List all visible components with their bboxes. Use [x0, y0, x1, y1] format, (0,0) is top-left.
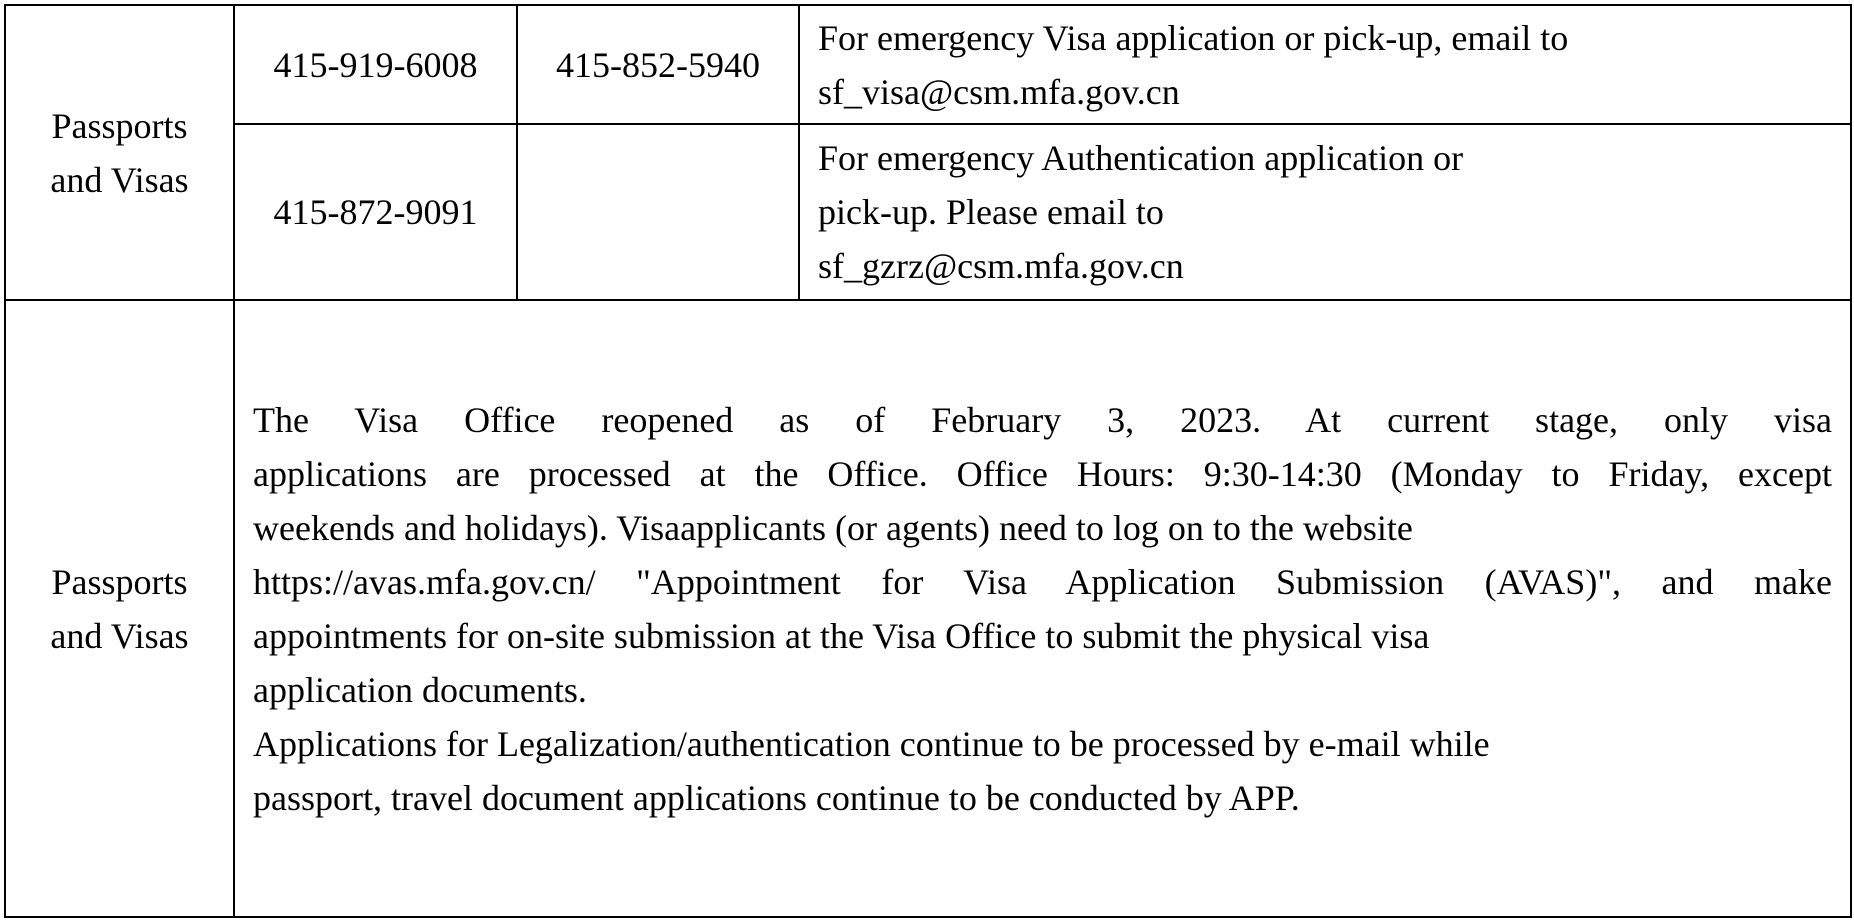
note-line: pick-up. Please email to [818, 192, 1164, 232]
notice-line: applications are processed at the Office. Office Hours: 9:30-14:30 (Monday to Friday, except [253, 453, 1832, 494]
category-cell: Passports and Visas [5, 300, 234, 917]
empty-phone-cell [517, 124, 799, 300]
note-cell [799, 5, 1851, 124]
phone-number-cell: 415-872-9091 [234, 124, 517, 300]
note-line: For emergency Visa application or pick-up, email to [818, 17, 1569, 58]
table-row [5, 300, 1851, 917]
table-row [5, 5, 1851, 124]
notice-line: Applications for Legalization/authentication continue to be processed by e-mail while [253, 723, 1490, 764]
notice-line: appointments for on-site submission at the Visa Office to submit the physical visa [253, 615, 1430, 656]
email-address: sf_visa@csm.mfa.gov.cn [818, 71, 1180, 112]
note-cell [799, 124, 1851, 300]
phone-number-cell: 415-852-5940 [517, 5, 799, 124]
notice-line: application documents. [253, 669, 587, 710]
notice-line: weekends and holidays). Visaapplicants (or agents) need to log on to the website [253, 507, 1413, 548]
notice-line: passport, travel document applications continue to be conducted by APP. [253, 777, 1300, 818]
consulate-contact-table [4, 4, 1852, 918]
notice-line: The Visa Office reopened as of February 3, 2023. At current stage, only visa [253, 399, 1832, 440]
email-address: sf_gzrz@csm.mfa.gov.cn [818, 246, 1184, 286]
table-row [5, 124, 1851, 300]
category-cell: Passports and Visas [5, 5, 234, 300]
visa-office-notice-cell [234, 300, 1851, 917]
notice-line: https://avas.mfa.gov.cn/ "Appointment for Visa Application Submission (AVAS)", and make [253, 561, 1832, 602]
phone-number-cell: 415-919-6008 [234, 5, 517, 124]
note-line: For emergency Authentication application or [818, 138, 1464, 178]
